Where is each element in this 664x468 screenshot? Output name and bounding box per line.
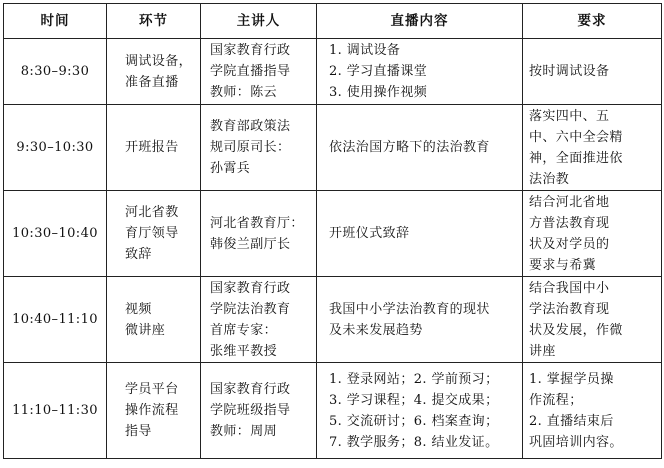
segment-line: 育厅领导 xyxy=(125,226,179,241)
speaker-line: 教师：周周 xyxy=(210,424,278,439)
content-cell xyxy=(317,363,523,459)
speaker-line: 孙霄兵 xyxy=(210,161,251,176)
content-line: 3. 使用操作视频 xyxy=(329,85,428,100)
requirement-line: 学法治教育现 xyxy=(529,301,610,317)
content-line: 我国中小学法治教育的现状 xyxy=(329,301,490,317)
segment-cell xyxy=(107,39,201,105)
speaker-line: 学院班级指导 xyxy=(210,403,291,418)
speaker-cell xyxy=(201,363,317,459)
segment-line: 河北省教 xyxy=(125,205,179,220)
content-line: 1. 调试设备 xyxy=(329,43,401,58)
time-cell: 10:40–11:10 xyxy=(4,277,107,363)
content-line: 1. 登录网站；2. 学前预习； xyxy=(329,371,499,387)
speaker-line: 教师：陈云 xyxy=(210,85,278,100)
table-row xyxy=(4,39,662,105)
content-line: 2. 学习直播课堂 xyxy=(329,64,428,79)
speaker-line: 规司原司长： xyxy=(210,140,291,155)
content-cell xyxy=(317,191,523,277)
requirement-cell xyxy=(523,105,662,191)
requirement-cell xyxy=(523,191,662,277)
requirement-line: 中、六中全会精 xyxy=(529,129,623,145)
requirement-line: 作流程； xyxy=(529,392,583,408)
table-row xyxy=(4,105,662,191)
requirement-line: 巩固培训内容。 xyxy=(529,434,623,450)
header-content: 直播内容 xyxy=(317,4,523,39)
content-line: 7. 教学服务；8. 结业发证。 xyxy=(329,434,499,450)
requirement-line: 法治教 xyxy=(529,171,570,187)
requirement-cell xyxy=(523,277,662,363)
segment-cell xyxy=(107,277,201,363)
segment-line: 致辞 xyxy=(125,247,152,262)
requirement-line: 状及对学员的 xyxy=(529,236,610,252)
table-row xyxy=(4,363,662,459)
segment-line: 指导 xyxy=(125,424,152,439)
header-speaker: 主讲人 xyxy=(201,4,317,39)
content-cell xyxy=(317,105,523,191)
header-segment: 环节 xyxy=(107,4,201,39)
segment-line: 操作流程 xyxy=(125,403,179,418)
speaker-cell xyxy=(201,105,317,191)
segment-line: 微讲座 xyxy=(125,322,166,338)
header-time: 时间 xyxy=(4,4,107,39)
time-cell: 10:30–10:40 xyxy=(4,191,107,277)
requirement-line: 讲座 xyxy=(529,343,556,359)
time-cell: 8:30–9:30 xyxy=(4,39,107,105)
time-cell: 11:10–11:30 xyxy=(4,363,107,459)
requirement-line: 结合河北省地 xyxy=(529,194,610,210)
requirement-line: 状及发展，作微 xyxy=(529,322,623,338)
header-requirement: 要求 xyxy=(523,4,662,39)
segment-cell xyxy=(107,363,201,459)
speaker-cell xyxy=(201,277,317,363)
speaker-line: 学院法治教育 xyxy=(210,301,291,317)
segment-line: 学员平台 xyxy=(125,382,179,397)
requirement-line: 要求与希冀 xyxy=(529,257,597,273)
requirement-line: 按时调试设备 xyxy=(529,64,610,79)
segment-line: 调试设备， xyxy=(125,53,193,69)
speaker-line: 教育部政策法 xyxy=(210,119,291,134)
content-cell xyxy=(317,277,523,363)
table-row xyxy=(4,191,662,277)
requirement-cell xyxy=(523,39,662,105)
requirement-line: 结合我国中小 xyxy=(529,280,610,296)
speaker-line: 河北省教育厅： xyxy=(210,215,304,231)
segment-line: 视频 xyxy=(125,301,152,317)
time-cell: 9:30–10:30 xyxy=(4,105,107,191)
content-cell xyxy=(317,39,523,105)
requirement-line: 1. 掌握学员操 xyxy=(529,371,614,387)
content-line: 开班仪式致辞 xyxy=(329,226,410,241)
requirement-line: 2. 直播结束后 xyxy=(529,413,614,429)
speaker-line: 首席专家： xyxy=(210,322,278,338)
content-line: 3. 学习课程；4. 提交成果； xyxy=(329,392,499,408)
speaker-line: 韩俊兰副厅长 xyxy=(210,236,291,252)
segment-cell xyxy=(107,105,201,191)
requirement-cell xyxy=(523,363,662,459)
content-line: 及未来发展趋势 xyxy=(329,322,423,338)
requirement-line: 落实四中、五 xyxy=(529,108,610,124)
schedule-table xyxy=(3,3,662,459)
speaker-line: 国家教育行政 xyxy=(210,280,291,296)
speaker-line: 国家教育行政 xyxy=(210,382,291,397)
header-row xyxy=(4,4,662,39)
content-line: 5. 交流研讨；6. 档案查询； xyxy=(329,413,499,429)
requirement-line: 方普法教育现 xyxy=(529,215,610,231)
speaker-line: 国家教育行政 xyxy=(210,43,291,58)
speaker-cell xyxy=(201,39,317,105)
speaker-line: 学院直播指导 xyxy=(210,64,291,79)
speaker-cell xyxy=(201,191,317,277)
requirement-line: 神，全面推进依 xyxy=(529,150,623,166)
segment-cell xyxy=(107,191,201,277)
speaker-line: 张维平教授 xyxy=(210,343,278,359)
segment-line: 开班报告 xyxy=(125,140,179,155)
table-row xyxy=(4,277,662,363)
segment-line: 准备直播 xyxy=(125,74,179,90)
content-line: 依法治国方略下的法治教育 xyxy=(329,140,490,155)
